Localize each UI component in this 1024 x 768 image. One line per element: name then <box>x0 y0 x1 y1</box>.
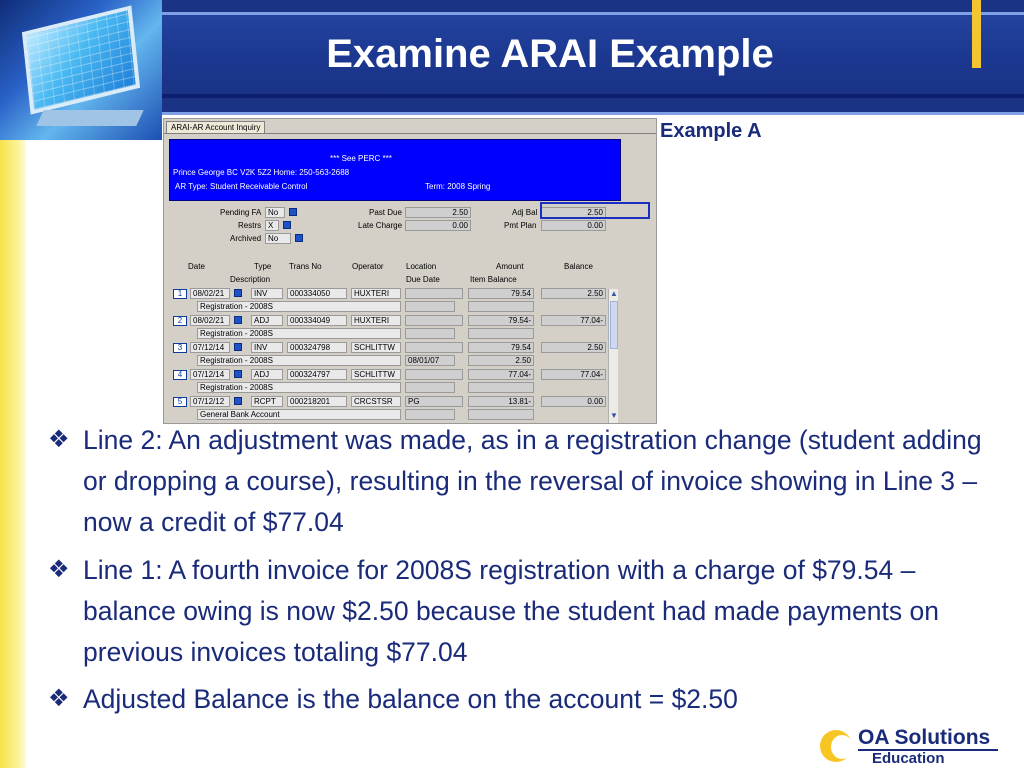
list-of-values-icon[interactable] <box>295 234 303 242</box>
late-charge-field[interactable]: 0.00 <box>405 220 471 231</box>
row-item-balance[interactable] <box>468 409 534 420</box>
row-due-date[interactable]: 08/01/07 <box>405 355 455 366</box>
scroll-thumb[interactable] <box>610 301 618 349</box>
pmt-plan-label: Pmt Plan <box>504 221 537 230</box>
row-type[interactable]: ADJ <box>251 369 283 380</box>
list-of-values-icon[interactable] <box>234 370 242 378</box>
logo-name: OA Solutions <box>858 726 991 749</box>
row-operator[interactable]: CRCSTSR <box>351 396 401 407</box>
sun-logo-icon <box>820 730 852 762</box>
row-trans-no[interactable]: 000218201 <box>287 396 347 407</box>
list-of-values-icon[interactable] <box>234 397 242 405</box>
row-description[interactable]: Registration - 2008S <box>197 355 401 366</box>
ar-type: AR Type: Student Receivable Control <box>175 182 308 191</box>
pending-fa-field[interactable]: No <box>265 207 285 218</box>
diamond-bullet-icon: ❖ <box>48 425 70 453</box>
list-of-values-icon[interactable] <box>234 316 242 324</box>
row-item-balance[interactable] <box>468 382 534 393</box>
late-charge-label: Late Charge <box>358 221 403 230</box>
row-date[interactable]: 08/02/21 <box>190 315 230 326</box>
example-label: Example A <box>660 120 762 142</box>
gold-accent-bar <box>972 0 981 68</box>
row-description[interactable]: Registration - 2008S <box>197 382 401 393</box>
list-of-values-icon[interactable] <box>234 289 242 297</box>
perc-notice: *** See PERC *** <box>330 154 392 163</box>
row-description[interactable]: Registration - 2008S <box>197 301 401 312</box>
row-amount[interactable]: 77.04- <box>468 369 534 380</box>
list-of-values-icon[interactable] <box>283 221 291 229</box>
row-location[interactable] <box>405 315 463 326</box>
row-description[interactable]: Registration - 2008S <box>197 328 401 339</box>
row-select-button[interactable]: 1 <box>173 289 187 299</box>
row-operator[interactable]: HUXTERI <box>351 288 401 299</box>
row-select-button[interactable]: 5 <box>173 397 187 407</box>
col-description: Description <box>230 275 271 284</box>
oa-solutions-logo <box>818 724 1008 768</box>
col-location: Location <box>406 262 437 271</box>
row-select-button[interactable]: 3 <box>173 343 187 353</box>
row-select-button[interactable]: 4 <box>173 370 187 380</box>
archived-label: Archived <box>230 234 262 243</box>
row-date[interactable]: 08/02/21 <box>190 288 230 299</box>
row-balance[interactable]: 77.04- <box>541 315 606 326</box>
col-trans-no: Trans No <box>289 262 322 271</box>
pending-fa-label: Pending FA <box>220 208 262 217</box>
col-amount: Amount <box>496 262 524 271</box>
row-date[interactable]: 07/12/12 <box>190 396 230 407</box>
row-date[interactable]: 07/12/14 <box>190 369 230 380</box>
scroll-down-icon[interactable]: ▼ <box>610 411 618 420</box>
header-stripe <box>160 12 1024 15</box>
restrs-field[interactable]: X <box>265 220 279 231</box>
row-amount[interactable]: 79.54- <box>468 315 534 326</box>
adj-bal-label: Adj Bal <box>512 208 538 217</box>
form-tab[interactable]: ARAI-AR Account Inquiry <box>166 121 265 133</box>
row-type[interactable]: INV <box>251 288 283 299</box>
row-balance[interactable]: 77.04- <box>541 369 606 380</box>
list-of-values-icon[interactable] <box>289 208 297 216</box>
row-due-date[interactable] <box>405 382 455 393</box>
past-due-field[interactable]: 2.50 <box>405 207 471 218</box>
address-line: Prince George BC V2K 5Z2 Home: 250-563-2688 <box>173 168 350 177</box>
row-trans-no[interactable]: 000334050 <box>287 288 347 299</box>
left-accent-bar <box>0 140 26 768</box>
header-lower-band <box>160 98 1024 112</box>
col-date: Date <box>188 262 205 271</box>
row-balance[interactable]: 2.50 <box>541 288 606 299</box>
row-location[interactable] <box>405 342 463 353</box>
row-type[interactable]: RCPT <box>251 396 283 407</box>
bullet-text: Adjusted Balance is the balance on the account = $2.50 <box>83 684 738 714</box>
row-type[interactable]: INV <box>251 342 283 353</box>
diamond-bullet-icon: ❖ <box>48 684 70 712</box>
row-due-date[interactable] <box>405 328 455 339</box>
row-operator[interactable]: HUXTERI <box>351 315 401 326</box>
bullet-text: Line 1: A fourth invoice for 2008S registration with a charge of $79.54 – balance owing is now $2.50 because the student had made payments on previous invoices totaling $77.04 <box>83 555 939 667</box>
adj-bal-field[interactable]: 2.50 <box>541 207 606 218</box>
adj-bal-highlight-box <box>540 202 650 219</box>
row-due-date[interactable] <box>405 301 455 312</box>
row-select-button[interactable]: 2 <box>173 316 187 326</box>
diamond-bullet-icon: ❖ <box>48 555 70 583</box>
bullet-text: Line 2: An adjustment was made, as in a registration change (student adding or dropping a course), resulting in the reversal of invoice showing in Line 3 – now a credit of $77.04 <box>83 425 982 537</box>
computer-monitor-photo <box>0 0 162 140</box>
row-balance[interactable]: 2.50 <box>541 342 606 353</box>
logo-subtitle: Education <box>872 750 945 767</box>
row-item-balance[interactable]: 2.50 <box>468 355 534 366</box>
row-balance[interactable]: 0.00 <box>541 396 606 407</box>
past-due-label: Past Due <box>369 208 402 217</box>
row-trans-no[interactable]: 000324797 <box>287 369 347 380</box>
row-item-balance[interactable] <box>468 328 534 339</box>
col-operator: Operator <box>352 262 384 271</box>
arai-form-screenshot <box>163 118 657 424</box>
term: Term: 2008 Spring <box>425 182 491 191</box>
row-type[interactable]: ADJ <box>251 315 283 326</box>
col-item-balance: Item Balance <box>470 275 517 284</box>
pmt-plan-field[interactable]: 0.00 <box>541 220 606 231</box>
monitor-screen-image <box>22 5 140 114</box>
keyboard-image <box>36 110 143 126</box>
row-location[interactable] <box>405 369 463 380</box>
scroll-up-icon[interactable]: ▲ <box>610 289 618 298</box>
row-trans-no[interactable]: 000324798 <box>287 342 347 353</box>
row-description[interactable]: General Bank Account <box>197 409 401 420</box>
row-operator[interactable]: SCHLITTW <box>351 369 401 380</box>
row-amount[interactable]: 13.81- <box>468 396 534 407</box>
col-type: Type <box>254 262 272 271</box>
row-date[interactable]: 07/12/14 <box>190 342 230 353</box>
archived-field[interactable]: No <box>265 233 291 244</box>
slide-title: Examine ARAI Example <box>326 32 774 76</box>
row-amount[interactable]: 79.54 <box>468 342 534 353</box>
row-operator[interactable]: SCHLITTW <box>351 342 401 353</box>
restrs-label: Restrs <box>238 221 262 230</box>
records-scrollbar[interactable] <box>608 289 618 423</box>
col-due-date: Due Date <box>406 275 440 284</box>
row-trans-no[interactable]: 000334049 <box>287 315 347 326</box>
row-due-date[interactable] <box>405 409 455 420</box>
col-balance: Balance <box>564 262 593 271</box>
header-lower-stripe <box>160 112 1024 115</box>
row-amount[interactable]: 79.54 <box>468 288 534 299</box>
row-item-balance[interactable] <box>468 301 534 312</box>
student-info-panel <box>169 139 621 201</box>
row-location[interactable]: PG <box>405 396 463 407</box>
list-of-values-icon[interactable] <box>234 343 242 351</box>
row-location[interactable] <box>405 288 463 299</box>
